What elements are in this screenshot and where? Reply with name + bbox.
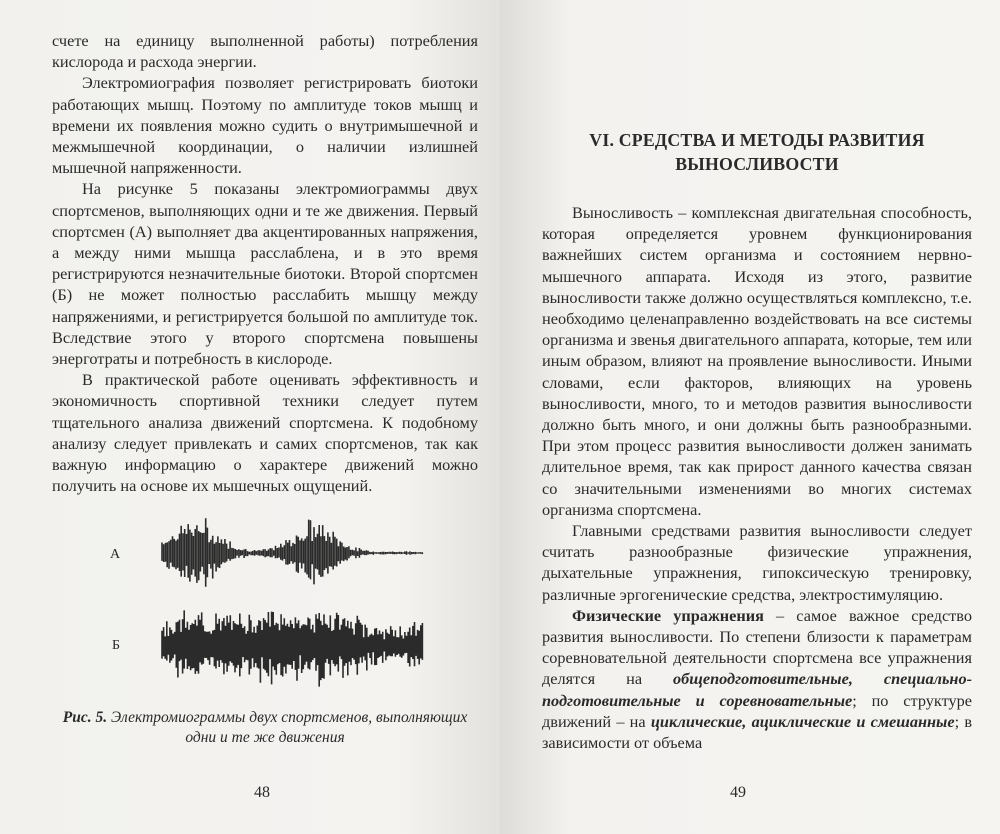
- term-physical-exercises: Физические упражнения: [572, 605, 764, 625]
- paragraph: Главными средствами развития выносливости следует считать разнообразные физические упражнения, дыхательные упражнения, гипоксическую тренировку, различные эргогенические средства, электростимуляцию.: [542, 521, 972, 604]
- paragraph: На рисунке 5 показаны электромиограммы двух спортсменов, выполняющих одни и те же движения. Первый спортсмен (А) выполняет два акцентированных напряжения, а между ними мышца расслаблена, и в это время регистрируются незначительные биотоки. Второй спортсмен (Б) не может полностью расслабить мышцу между напряжениями, и регистрируется большой по амплитуде ток. Вследствие этого у второго спортсмена повышены энерготраты и потребность в кислороде.: [52, 179, 478, 369]
- figure-label-b: Б: [112, 638, 121, 654]
- text-run: – самое важное средство развития выносливости. По степени близости к параметрам соревновательной деятельности спортсмена все упражнения делятся на: [542, 605, 973, 689]
- emg-figure: [52, 514, 478, 702]
- emg-trace-b: [160, 600, 430, 690]
- caption-text: Электромиограммы двух спортсменов, выполняющих одни и те же движения: [107, 709, 468, 747]
- paragraph: счете на единицу выполненной работы) потребления кислорода и расхода энергии.: [52, 31, 478, 72]
- caption-label: Рис. 5.: [62, 709, 108, 727]
- emg-spikes: [162, 611, 422, 687]
- paragraph: Электромиография позволяет регистрировать биотоки работающих мышц. Поэтому по амплитуде токов мышц и времени их появления можно судить о внутримышечной и межмышечной координации, о наличии излишней мышечной напряженности.: [52, 73, 478, 178]
- paragraph: В практической работе оценивать эффективность и экономичность спортивной техники следует путем тщательного анализа движений спортсмена. К подобному анализу следует привлекать и самих спортсменов, так как важную информацию о характере движений можно получить на основе их мышечных ощущений.: [52, 370, 478, 496]
- paragraph: Выносливость – комплексная двигательная способность, которая определяется уровнем функционирования важнейших систем организма и состоянием нервно-мышечного аппарата. Исходя из этого, развитие выносливости также должно осуществляться комплексно, т.е. необходимо целенаправленно воздействовать на все системы организма и звенья двигательного аппарата, которые, тем или иным образом, влияют на проявление выносливости. Иными словами, если факторов, влияющих на уровень выносливости, много, то и методов развития выносливости должно быть много, и они должны быть разнообразными. При этом процесс развития выносливости должен занимать длительное время, так как прирост данного качества связан со значительными изменениями во многих системах организма спортсмена.: [542, 203, 972, 519]
- right-page: [500, 0, 1000, 834]
- chapter-title-line-2: ВЫНОСЛИВОСТИ: [675, 154, 839, 174]
- page-number-left: 48: [254, 784, 270, 801]
- emg-spikes: [162, 519, 422, 588]
- chapter-title: [542, 128, 972, 176]
- text-run: ; в зависимости от объема: [542, 711, 973, 753]
- figure-caption: [52, 708, 478, 748]
- paragraph: [542, 605, 972, 753]
- text-run: ; по структуре движений – на: [542, 690, 972, 731]
- chapter-title-line-1: VI. СРЕДСТВА И МЕТОДЫ РАЗВИТИЯ: [589, 130, 925, 150]
- figure-label-a: А: [110, 547, 121, 563]
- page-number-right: 49: [730, 784, 746, 801]
- emg-trace-a: [160, 514, 430, 592]
- emphasis-structure: циклические, ациклические и смешанные: [650, 711, 955, 731]
- emphasis-categories: общеподготовительные, специально-подготовительные и соревновательные: [542, 669, 973, 710]
